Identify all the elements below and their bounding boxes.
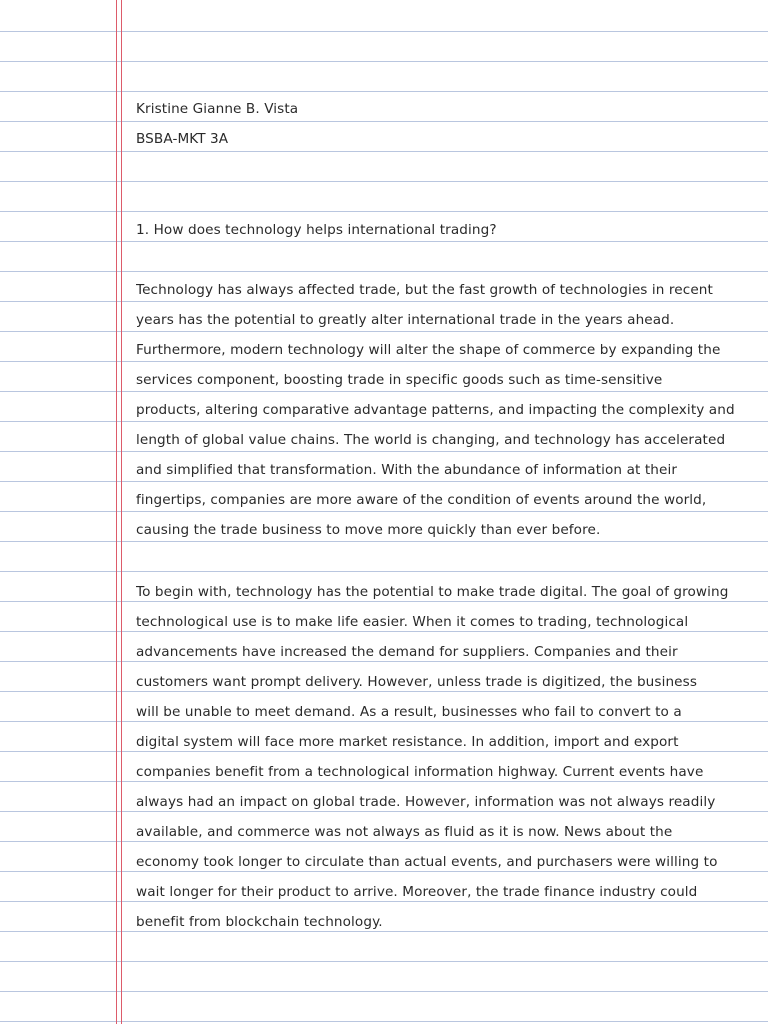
- class-section: BSBA-MKT 3A: [136, 131, 229, 147]
- red-margin-line-left: [116, 0, 117, 1024]
- paragraph-line: length of global value chains. The world is changing, and technology has accelerated: [136, 432, 726, 448]
- paragraph-line: economy took longer to circulate than actual events, and purchasers were willing to: [136, 854, 718, 870]
- paragraph-line: advancements have increased the demand for suppliers. Companies and their: [136, 644, 678, 660]
- paragraph-line: Furthermore, modern technology will alter the shape of commerce by expanding the: [136, 342, 721, 358]
- paragraph-line: and simplified that transformation. With the abundance of information at their: [136, 462, 678, 478]
- paragraph-line: wait longer for their product to arrive. Moreover, the trade finance industry could: [136, 884, 698, 900]
- paragraph-line: fingertips, companies are more aware of the condition of events around the world,: [136, 492, 707, 508]
- paragraph-line: products, altering comparative advantage patterns, and impacting the complexity and: [136, 402, 735, 418]
- paragraph-line: To begin with, technology has the potential to make trade digital. The goal of growing: [136, 584, 729, 600]
- paragraph-line: available, and commerce was not always as fluid as it is now. News about the: [136, 824, 673, 840]
- paragraph-line: years has the potential to greatly alter international trade in the years ahead.: [136, 312, 675, 328]
- paragraph-line: always had an impact on global trade. However, information was not always readily: [136, 794, 716, 810]
- paragraph-line: services component, boosting trade in specific goods such as time-sensitive: [136, 372, 663, 388]
- paragraph-line: customers want prompt delivery. However, unless trade is digitized, the business: [136, 674, 698, 690]
- paragraph-line: Technology has always affected trade, but the fast growth of technologies in recent: [136, 282, 713, 298]
- paragraph-line: companies benefit from a technological information highway. Current events have: [136, 764, 704, 780]
- paragraph-line: technological use is to make life easier. When it comes to trading, technological: [136, 614, 689, 630]
- question-heading: 1. How does technology helps international trading?: [136, 222, 497, 238]
- paragraph-line: benefit from blockchain technology.: [136, 914, 383, 930]
- paragraph-line: will be unable to meet demand. As a result, businesses who fail to convert to a: [136, 704, 682, 720]
- author-name: Kristine Gianne B. Vista: [136, 101, 299, 117]
- red-margin-line-right: [121, 0, 122, 1024]
- paragraph-line: digital system will face more market resistance. In addition, import and export: [136, 734, 679, 750]
- paragraph-line: causing the trade business to move more quickly than ever before.: [136, 522, 601, 538]
